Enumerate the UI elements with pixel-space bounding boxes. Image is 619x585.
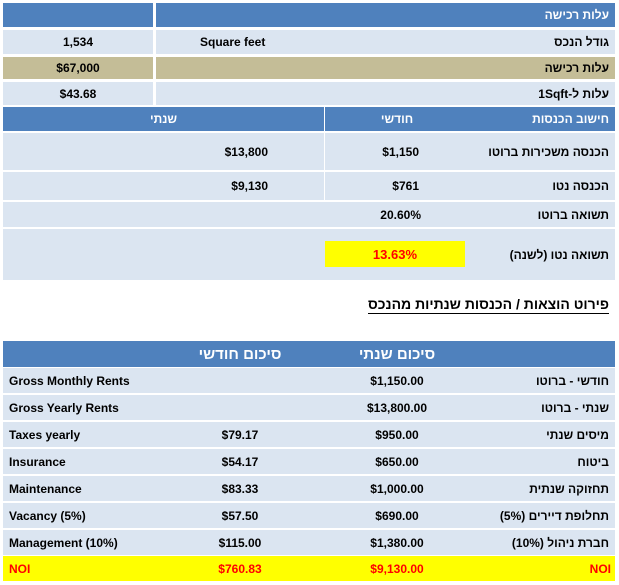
noi-monthly: $760.83 bbox=[155, 556, 325, 581]
table-row bbox=[3, 422, 615, 447]
property-size-label: גודל הנכס bbox=[554, 35, 609, 49]
row-label-he: ביטוח bbox=[469, 449, 615, 474]
purchase-cost-row bbox=[3, 57, 615, 79]
row-monthly-value bbox=[155, 368, 325, 393]
row-label-en: Taxes yearly bbox=[3, 422, 155, 447]
row-yearly-value: $1,150.00 bbox=[325, 368, 469, 393]
row-label-en: Gross Yearly Rents bbox=[3, 395, 155, 420]
row-yearly-value: $1,000.00 bbox=[325, 476, 469, 501]
row-yearly-value: $950.00 bbox=[325, 422, 469, 447]
net-yield-cell bbox=[3, 229, 469, 280]
row-label-he: תחלופת דיירים (5%) bbox=[469, 503, 615, 528]
gross-yield-row bbox=[3, 202, 615, 227]
row-label-en: Maintenance bbox=[3, 476, 155, 501]
net-yield-label: תשואה נטו (לשנה) bbox=[469, 229, 615, 280]
row-yearly-value: $13,800.00 bbox=[325, 395, 469, 420]
gross-yield-value: 20.60% bbox=[380, 207, 421, 222]
property-size-cell bbox=[156, 30, 615, 54]
gross-yield-cell bbox=[3, 202, 469, 227]
table-row bbox=[3, 449, 615, 474]
table-row bbox=[3, 503, 615, 528]
row-label-en: Gross Monthly Rents bbox=[3, 368, 155, 393]
net-yield-value: 13.63% bbox=[325, 241, 465, 267]
gross-income-yearly: $13,800 bbox=[3, 133, 324, 170]
table-row bbox=[3, 530, 615, 555]
row-monthly-value: $79.17 bbox=[155, 422, 325, 447]
row-label-he: חודשי - ברוטו bbox=[469, 368, 615, 393]
income-header-row bbox=[3, 107, 615, 131]
row-yearly-value: $690.00 bbox=[325, 503, 469, 528]
row-monthly-value: $83.33 bbox=[155, 476, 325, 501]
table-row bbox=[3, 395, 615, 420]
net-income-yearly: $9,130 bbox=[3, 172, 324, 200]
title-row-left-cell bbox=[3, 3, 153, 27]
purchase-cost-value: $67,000 bbox=[3, 57, 153, 79]
row-monthly-value: $115.00 bbox=[155, 530, 325, 555]
row-monthly-value bbox=[155, 395, 325, 420]
cost-per-sqft-label: עלות ל-1Sqft bbox=[156, 82, 615, 105]
row-label-en: Vacancy (5%) bbox=[3, 503, 155, 528]
gross-yield-label: תשואה ברוטו bbox=[469, 202, 615, 227]
row-label-en: Management (10%) bbox=[3, 530, 155, 555]
purchase-cost-label: עלות רכישה bbox=[156, 57, 615, 79]
noi-label-he: NOI bbox=[469, 556, 615, 581]
row-label-en: Insurance bbox=[3, 449, 155, 474]
net-income-label: הכנסה נטו bbox=[469, 172, 615, 200]
noi-row bbox=[3, 556, 615, 581]
gross-income-monthly: $1,150 bbox=[325, 133, 469, 170]
property-size-unit: Square feet bbox=[200, 35, 266, 49]
cost-per-sqft-row bbox=[3, 82, 615, 105]
noi-yearly: $9,130.00 bbox=[325, 556, 469, 581]
table-row bbox=[3, 476, 615, 501]
row-monthly-value: $54.17 bbox=[155, 449, 325, 474]
row-label-he: חברת ניהול (10%) bbox=[469, 530, 615, 555]
row-yearly-value: $1,380.00 bbox=[325, 530, 469, 555]
gross-income-row bbox=[3, 133, 615, 170]
income-yearly-header: שנתי bbox=[3, 107, 324, 131]
summary-header-blank-right bbox=[469, 341, 615, 367]
net-income-monthly: $761 bbox=[325, 172, 469, 200]
net-income-row bbox=[3, 172, 615, 200]
summary-yearly-header: סיכום שנתי bbox=[325, 341, 469, 367]
income-monthly-header: חודשי bbox=[325, 107, 469, 131]
gross-income-label: הכנסה משכירות ברוטו bbox=[469, 133, 615, 170]
property-size-value: 1,534 bbox=[3, 30, 153, 54]
row-monthly-value: $57.50 bbox=[155, 503, 325, 528]
row-label-he: שנתי - ברוטו bbox=[469, 395, 615, 420]
row-yearly-value: $650.00 bbox=[325, 449, 469, 474]
income-header-label: חישוב הכנסות bbox=[469, 107, 615, 131]
summary-monthly-header: סיכום חודשי bbox=[155, 341, 325, 367]
summary-header-blank-left bbox=[3, 341, 155, 367]
noi-label-en: NOI bbox=[3, 556, 155, 581]
summary-header-row bbox=[3, 341, 615, 367]
row-label-he: מיסים שנתי bbox=[469, 422, 615, 447]
row-label-he: תחזוקה שנתית bbox=[469, 476, 615, 501]
net-yield-row bbox=[3, 229, 615, 280]
section-title: פירוט הוצאות / הכנסות שנתיות מהנכס bbox=[368, 296, 609, 312]
table-row bbox=[3, 368, 615, 393]
title-row bbox=[3, 3, 615, 27]
cost-per-sqft-value: $43.68 bbox=[3, 82, 153, 105]
property-size-row bbox=[3, 30, 615, 54]
title-row-label: עלות רכישה bbox=[156, 3, 615, 27]
